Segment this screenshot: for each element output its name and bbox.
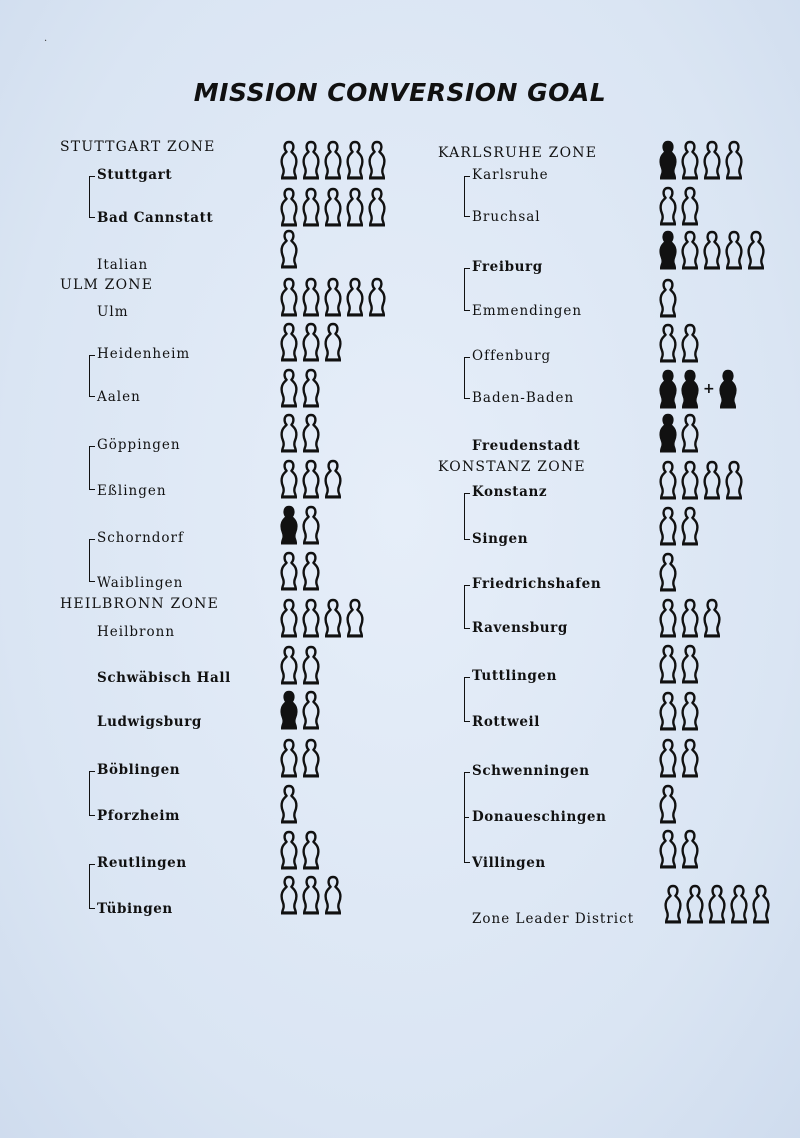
bracket	[464, 357, 465, 399]
person-silhouette-icon	[300, 551, 322, 591]
person-silhouette-icon	[300, 830, 322, 870]
person-silhouette-icon	[701, 598, 723, 638]
figure-row	[662, 884, 772, 924]
person-silhouette-icon	[300, 645, 322, 685]
person-silhouette-icon	[657, 323, 679, 363]
district-label-villingen: Villingen	[472, 855, 546, 871]
person-silhouette-icon	[701, 140, 723, 180]
figure-row	[278, 690, 322, 730]
person-silhouette-icon	[679, 460, 701, 500]
district-label-baden-baden: Baden-Baden	[472, 390, 575, 406]
person-silhouette-icon	[300, 413, 322, 453]
figure-row	[657, 369, 739, 409]
zone-label-karlsruhe: KARLSRUHE ZONE	[438, 145, 598, 161]
person-silhouette-icon	[344, 598, 366, 638]
district-label-schorndorf: Schorndorf	[97, 530, 184, 546]
person-silhouette-icon	[657, 413, 679, 453]
figure-row	[657, 460, 745, 500]
district-label-ravensburg: Ravensburg	[472, 620, 568, 636]
person-silhouette-icon	[723, 460, 745, 500]
person-silhouette-icon	[278, 459, 300, 499]
person-silhouette-icon	[344, 140, 366, 180]
person-silhouette-icon	[657, 691, 679, 731]
district-label-schwabisch-hall: Schwäbisch Hall	[97, 670, 231, 686]
district-label-friedrichshafen: Friedrichshafen	[472, 576, 602, 592]
bracket	[89, 864, 90, 909]
person-silhouette-icon	[701, 460, 723, 500]
person-silhouette-icon	[706, 884, 728, 924]
district-label-boblingen: Böblingen	[97, 762, 181, 778]
person-silhouette-icon	[278, 551, 300, 591]
figure-row	[278, 229, 300, 269]
person-silhouette-icon	[701, 230, 723, 270]
figure-row	[657, 829, 701, 869]
figure-row	[278, 784, 300, 824]
person-silhouette-icon	[322, 140, 344, 180]
figure-row	[657, 323, 701, 363]
district-label-italian: Italian	[97, 257, 149, 273]
person-silhouette-icon	[717, 369, 739, 409]
figure-row	[278, 598, 366, 638]
person-silhouette-icon	[366, 277, 388, 317]
figure-row	[278, 459, 344, 499]
person-silhouette-icon	[679, 369, 701, 409]
district-label-aalen: Aalen	[97, 389, 141, 405]
district-label-esslingen: Eßlingen	[97, 483, 167, 499]
figure-row	[278, 551, 322, 591]
bracket	[464, 493, 465, 540]
person-silhouette-icon	[278, 413, 300, 453]
person-silhouette-icon	[278, 875, 300, 915]
district-label-bad-cannstatt: Bad Cannstatt	[97, 210, 214, 226]
district-label-emmendingen: Emmendingen	[472, 303, 583, 319]
person-silhouette-icon	[278, 368, 300, 408]
person-silhouette-icon	[657, 369, 679, 409]
person-silhouette-icon	[300, 459, 322, 499]
person-silhouette-icon	[657, 829, 679, 869]
person-silhouette-icon	[278, 690, 300, 730]
person-silhouette-icon	[278, 322, 300, 362]
plus-icon: +	[703, 381, 715, 397]
person-silhouette-icon	[278, 598, 300, 638]
figure-row	[657, 230, 767, 270]
district-label-tubingen: Tübingen	[97, 901, 173, 917]
figure-row	[278, 368, 322, 408]
district-label-freudenstadt: Freudenstadt	[472, 438, 581, 454]
person-silhouette-icon	[679, 506, 701, 546]
district-label-stuttgart: Stuttgart	[97, 167, 173, 183]
person-silhouette-icon	[657, 186, 679, 226]
person-silhouette-icon	[366, 187, 388, 227]
district-label-ulm: Ulm	[97, 304, 129, 320]
person-silhouette-icon	[679, 644, 701, 684]
person-silhouette-icon	[300, 598, 322, 638]
person-silhouette-icon	[322, 459, 344, 499]
bracket-tick	[464, 817, 469, 818]
bracket	[464, 176, 465, 217]
figure-row	[657, 140, 745, 180]
bracket	[464, 585, 465, 629]
figure-row	[657, 691, 701, 731]
bracket	[89, 446, 90, 490]
person-silhouette-icon	[322, 277, 344, 317]
district-label-offenburg: Offenburg	[472, 348, 552, 364]
person-silhouette-icon	[679, 413, 701, 453]
person-silhouette-icon	[684, 884, 706, 924]
district-label-tuttlingen: Tuttlingen	[472, 668, 558, 684]
person-silhouette-icon	[300, 322, 322, 362]
zone-label-stuttgart: STUTTGART ZONE	[60, 139, 216, 155]
figure-row	[657, 413, 701, 453]
district-label-bruchsal: Bruchsal	[472, 209, 541, 225]
figure-row	[657, 552, 679, 592]
zone-label-konstanz: KONSTANZ ZONE	[438, 459, 586, 475]
person-silhouette-icon	[300, 277, 322, 317]
figure-row	[278, 277, 388, 317]
person-silhouette-icon	[750, 884, 772, 924]
figure-row	[278, 505, 322, 545]
district-label-heidenheim: Heidenheim	[97, 346, 191, 362]
bracket	[464, 268, 465, 311]
bracket	[89, 176, 90, 218]
person-silhouette-icon	[745, 230, 767, 270]
person-silhouette-icon	[657, 460, 679, 500]
figure-row	[657, 784, 679, 824]
district-label-goppingen: Göppingen	[97, 437, 181, 453]
person-silhouette-icon	[322, 187, 344, 227]
person-silhouette-icon	[657, 140, 679, 180]
district-label-schwenningen: Schwenningen	[472, 763, 590, 779]
district-label-ludwigsburg: Ludwigsburg	[97, 714, 202, 730]
zone-label-heilbronn: HEILBRONN ZONE	[60, 596, 219, 612]
figure-row	[278, 187, 388, 227]
person-silhouette-icon	[278, 645, 300, 685]
district-label-karlsruhe: Karlsruhe	[472, 167, 549, 183]
figure-row	[278, 645, 322, 685]
district-label-reutlingen: Reutlingen	[97, 855, 187, 871]
person-silhouette-icon	[728, 884, 750, 924]
person-silhouette-icon	[300, 140, 322, 180]
person-silhouette-icon	[300, 505, 322, 545]
person-silhouette-icon	[657, 644, 679, 684]
page-title: MISSION CONVERSION GOAL	[193, 78, 607, 107]
figure-row	[278, 875, 344, 915]
figure-row	[278, 738, 322, 778]
person-silhouette-icon	[679, 230, 701, 270]
person-silhouette-icon	[278, 229, 300, 269]
person-silhouette-icon	[278, 140, 300, 180]
person-silhouette-icon	[278, 738, 300, 778]
figure-row	[657, 738, 701, 778]
person-silhouette-icon	[278, 830, 300, 870]
figure-row	[278, 322, 344, 362]
person-silhouette-icon	[679, 829, 701, 869]
figure-row	[657, 644, 701, 684]
person-silhouette-icon	[300, 738, 322, 778]
person-silhouette-icon	[679, 691, 701, 731]
figure-row	[657, 506, 701, 546]
person-silhouette-icon	[679, 186, 701, 226]
person-silhouette-icon	[657, 278, 679, 318]
person-silhouette-icon	[278, 187, 300, 227]
figure-row	[278, 830, 322, 870]
person-silhouette-icon	[300, 368, 322, 408]
person-silhouette-icon	[679, 598, 701, 638]
person-silhouette-icon	[322, 322, 344, 362]
person-silhouette-icon	[662, 884, 684, 924]
person-silhouette-icon	[278, 277, 300, 317]
bracket	[89, 771, 90, 816]
person-silhouette-icon	[300, 690, 322, 730]
district-label-heilbronn: Heilbronn	[97, 624, 176, 640]
bracket	[464, 677, 465, 722]
person-silhouette-icon	[300, 875, 322, 915]
district-label-donaueschingen: Donaueschingen	[472, 809, 607, 825]
person-silhouette-icon	[657, 784, 679, 824]
district-label-singen: Singen	[472, 531, 529, 547]
person-silhouette-icon	[723, 140, 745, 180]
figure-row	[278, 413, 322, 453]
figure-row	[278, 140, 388, 180]
figure-row	[657, 186, 701, 226]
person-silhouette-icon	[657, 598, 679, 638]
district-label-pforzheim: Pforzheim	[97, 808, 180, 824]
paper-speck: ·	[44, 36, 48, 47]
bracket	[89, 539, 90, 582]
person-silhouette-icon	[344, 277, 366, 317]
person-silhouette-icon	[322, 875, 344, 915]
person-silhouette-icon	[657, 552, 679, 592]
person-silhouette-icon	[679, 738, 701, 778]
person-silhouette-icon	[278, 505, 300, 545]
person-silhouette-icon	[344, 187, 366, 227]
person-silhouette-icon	[657, 506, 679, 546]
person-silhouette-icon	[723, 230, 745, 270]
person-silhouette-icon	[657, 230, 679, 270]
person-silhouette-icon	[300, 187, 322, 227]
district-label-zone-leader: Zone Leader District	[472, 911, 635, 927]
district-label-waiblingen: Waiblingen	[97, 575, 184, 591]
person-silhouette-icon	[679, 323, 701, 363]
district-label-konstanz: Konstanz	[472, 484, 548, 500]
bracket	[89, 355, 90, 397]
district-label-rottweil: Rottweil	[472, 714, 540, 730]
person-silhouette-icon	[322, 598, 344, 638]
figure-row	[657, 598, 723, 638]
person-silhouette-icon	[278, 784, 300, 824]
district-label-freiburg: Freiburg	[472, 259, 543, 275]
zone-label-ulm: ULM ZONE	[60, 277, 154, 293]
person-silhouette-icon	[679, 140, 701, 180]
person-silhouette-icon	[657, 738, 679, 778]
figure-row	[657, 278, 679, 318]
person-silhouette-icon	[366, 140, 388, 180]
